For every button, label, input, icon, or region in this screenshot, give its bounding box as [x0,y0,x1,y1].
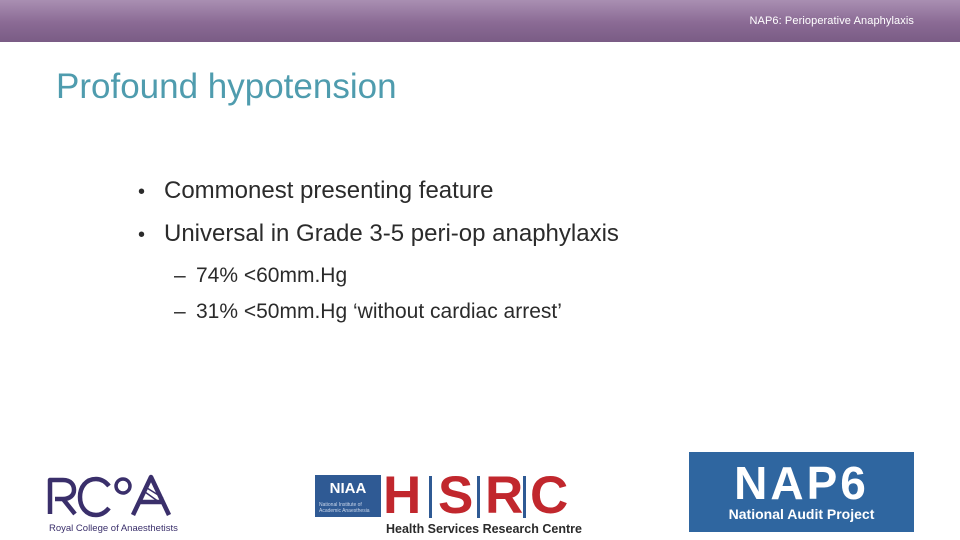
sub-bullet-item [174,258,758,294]
bullet-dot-icon: • [138,181,146,203]
niaa-text: NIAA [329,480,367,497]
hsrc-separator [429,476,432,518]
bullet-item [138,170,758,213]
rcoa-subtitle: Royal College of Anaesthetists [49,523,178,534]
nap6-subtitle: National Audit Project [728,506,875,522]
bullet-text: Commonest presenting feature [164,177,494,204]
rcoa-logo-mark [47,472,192,522]
bullet-text: Universal in Grade 3-5 peri-op anaphylaxis [164,220,619,247]
sub-bullet-item [174,294,758,330]
hsrc-separator [477,476,480,518]
bullet-dot-icon: • [138,224,146,246]
nap6-logo [689,452,914,532]
sub-bullet-text: 31% <50mm.Hg ‘without cardiac arrest’ [196,300,562,323]
dash-icon: – [174,264,186,287]
sub-bullet-list [174,258,758,330]
niaa-logo [315,475,381,517]
rcoa-logo [47,472,192,538]
nap6-main-text: NAP6 [734,457,869,509]
hsrc-letter: R [485,466,524,525]
hsrc-letter: S [438,466,474,525]
niaa-small-text: National Institute of Academic Anaesthesia [319,502,370,514]
slide-title: Profound hypotension [56,67,397,106]
bullet-item [138,213,758,256]
dash-icon: – [174,300,186,323]
sub-bullet-text: 74% <60mm.Hg [196,264,348,287]
bullet-list [138,170,758,330]
hsrc-letter: H [383,466,422,525]
hsrc-separator [523,476,526,518]
hsrc-letter: C [530,466,569,525]
header-text: NAP6: Perioperative Anaphylaxis [749,15,914,27]
hsrc-subtitle: Health Services Research Centre [386,522,582,536]
header-band [0,0,960,42]
